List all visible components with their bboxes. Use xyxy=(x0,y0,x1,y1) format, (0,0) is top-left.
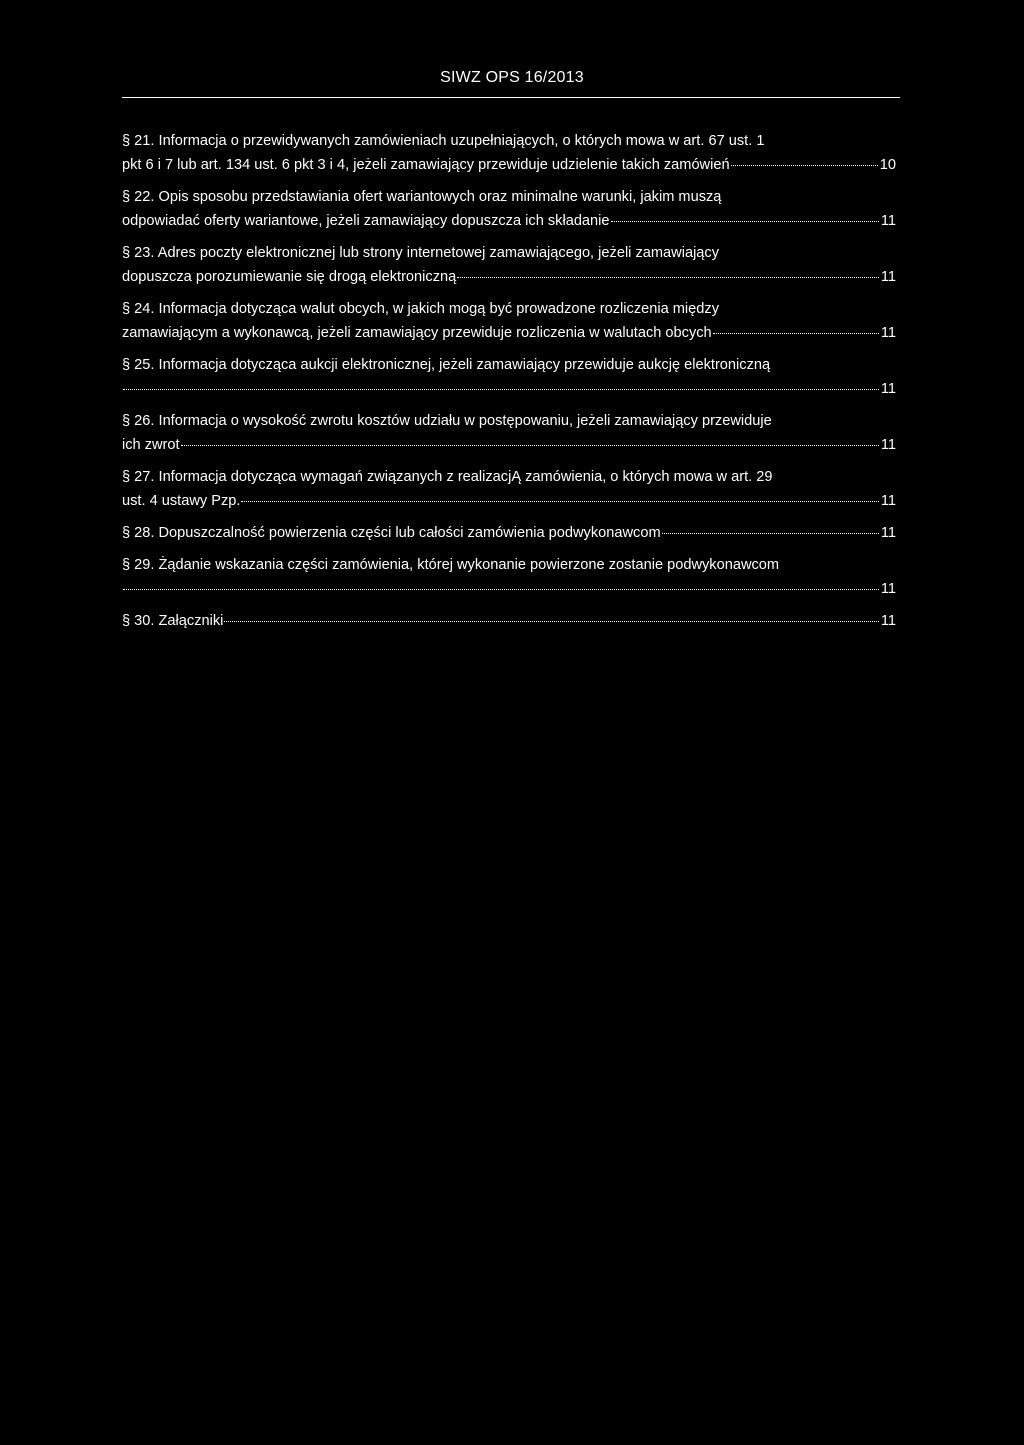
toc-entry-last-line xyxy=(122,489,896,513)
dot-leader xyxy=(713,333,879,334)
toc-entry-text: § 24. Informacja dotycząca walut obcych, w jakich mogą być prowadzone rozliczenia między xyxy=(122,301,720,317)
toc-entry-22[interactable] xyxy=(122,185,896,233)
toc-entry-text: § 29. Żądanie wskazania części zamówienia, której wykonanie powierzone zostanie podwykonawcom xyxy=(122,557,780,573)
toc-entry-text: § 23. Adres poczty elektronicznej lub strony internetowej zamawiającego, jeżeli zamawiający xyxy=(122,245,720,261)
toc-entry-text: ust. 4 ustawy Pzp. xyxy=(122,493,241,509)
toc-entry-last-line xyxy=(122,153,896,177)
dot-leader xyxy=(224,621,878,622)
toc-page-number: 11 xyxy=(880,613,896,629)
toc-page-number: 11 xyxy=(880,269,896,285)
toc-entry-text: § 22. Opis sposobu przedstawiania ofert wariantowych oraz minimalne warunki, jakim muszą xyxy=(122,189,722,205)
toc-entry-last-line xyxy=(122,577,896,601)
dot-leader xyxy=(123,589,879,590)
toc-entry-29[interactable] xyxy=(122,553,896,601)
toc-page-number: 11 xyxy=(880,581,896,597)
toc-entry-text: pkt 6 i 7 lub art. 134 ust. 6 pkt 3 i 4, jeżeli zamawiający przewiduje udzielenie takich zamówień xyxy=(122,157,730,173)
toc-entry-text: § 21. Informacja o przewidywanych zamówieniach uzupełniających, o których mowa w art. 67 ust. 1 xyxy=(122,133,765,149)
toc-entry-30[interactable] xyxy=(122,609,896,633)
dot-leader xyxy=(731,165,878,166)
toc-entry-text: ich zwrot xyxy=(122,437,180,453)
toc-entry-27[interactable] xyxy=(122,465,896,513)
dot-leader xyxy=(181,445,879,446)
toc-page-number: 11 xyxy=(880,213,896,229)
toc-entry-text: § 26. Informacja o wysokość zwrotu kosztów udziału w postępowaniu, jeżeli zamawiający przewiduje xyxy=(122,413,772,429)
toc-entry-26[interactable] xyxy=(122,409,896,457)
toc-entry-24[interactable] xyxy=(122,297,896,345)
toc-page-number: 11 xyxy=(880,325,896,341)
toc-entry-last-line xyxy=(122,433,896,457)
dot-leader xyxy=(241,501,878,502)
dot-leader xyxy=(123,389,879,390)
toc-entry-last-line xyxy=(122,609,896,633)
toc-entry-text: § 25. Informacja dotycząca aukcji elektronicznej, jeżeli zamawiający przewiduje aukcję elektroniczną xyxy=(122,357,771,373)
toc-entry-last-line xyxy=(122,209,896,233)
toc-entry-21[interactable] xyxy=(122,129,896,177)
toc-page-number: 11 xyxy=(880,493,896,509)
header-divider xyxy=(122,97,900,98)
toc-page-number: 11 xyxy=(880,381,896,397)
toc-page-number: 11 xyxy=(880,525,896,541)
document-header: SIWZ OPS 16/2013 xyxy=(440,69,584,86)
toc-entry-last-line xyxy=(122,265,896,289)
toc-entry-25[interactable] xyxy=(122,353,896,401)
toc-page-number: 10 xyxy=(879,157,896,173)
toc-entry-last-line xyxy=(122,321,896,345)
toc-entry-23[interactable] xyxy=(122,241,896,289)
toc-entry-text: zamawiającym a wykonawcą, jeżeli zamawiający przewiduje rozliczenia w walutach obcych xyxy=(122,325,712,341)
dot-leader xyxy=(611,221,879,222)
toc-entry-text: dopuszcza porozumiewanie się drogą elektroniczną xyxy=(122,269,457,285)
toc-entry-last-line xyxy=(122,521,896,545)
toc-entry-last-line xyxy=(122,377,896,401)
toc-entry-text: § 28. Dopuszczalność powierzenia części lub całości zamówienia podwykonawcom xyxy=(122,525,661,541)
toc-entry-text: § 27. Informacja dotycząca wymagań związanych z realizacjĄ zamówienia, o których mowa w art. 29 xyxy=(122,469,773,485)
toc-entry-text: § 30. Załączniki xyxy=(122,613,224,629)
dot-leader xyxy=(457,277,879,278)
table-of-contents xyxy=(122,129,896,641)
toc-entry-text: odpowiadać oferty wariantowe, jeżeli zamawiający dopuszcza ich składanie xyxy=(122,213,610,229)
toc-page-number: 11 xyxy=(880,437,896,453)
dot-leader xyxy=(662,533,879,534)
toc-entry-28[interactable] xyxy=(122,521,896,545)
